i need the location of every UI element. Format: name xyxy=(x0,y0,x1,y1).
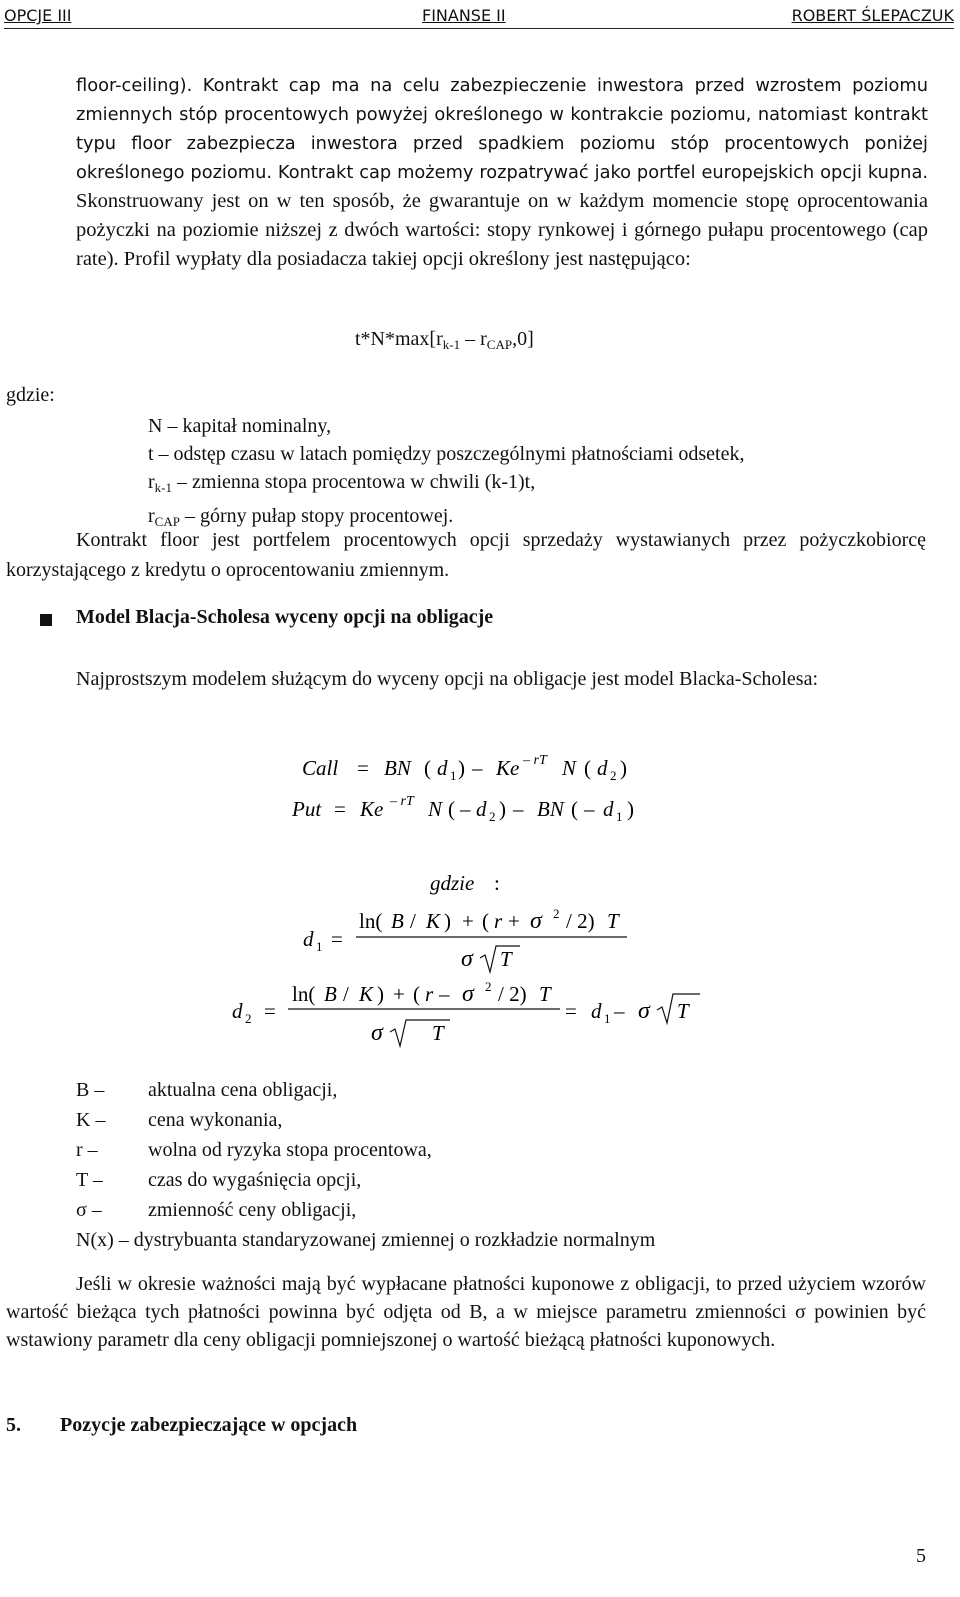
svg-text:ln(: ln( xyxy=(359,909,383,933)
legend-text: cena wykonania, xyxy=(148,1109,283,1131)
svg-text:1: 1 xyxy=(616,809,623,824)
def-rk-sub: k-1 xyxy=(154,480,173,495)
svg-text:): ) xyxy=(499,797,506,821)
where-label: gdzie: xyxy=(6,384,55,406)
svg-text:(: ( xyxy=(571,797,578,821)
call-formula xyxy=(302,753,627,783)
svg-text:–: – xyxy=(472,756,483,780)
svg-text:1: 1 xyxy=(604,1011,611,1026)
svg-text:r: r xyxy=(494,909,503,933)
def-rcap-text: – górny pułap stopy procentowej. xyxy=(179,505,454,527)
svg-text:r: r xyxy=(425,982,434,1006)
section-title: Pozycje zabezpieczające w opcjach xyxy=(60,1414,358,1436)
legend-text: aktualna cena obligacji, xyxy=(148,1079,338,1101)
svg-text:σ: σ xyxy=(461,946,473,972)
def-rk-text: – zmienna stopa procentowa w chwili (k-1)t, xyxy=(172,471,536,493)
svg-text:–: – xyxy=(513,797,524,821)
svg-text:Call: Call xyxy=(302,756,339,780)
svg-text:–: – xyxy=(439,982,450,1006)
definition-list xyxy=(148,412,745,536)
svg-text:/: / xyxy=(343,982,349,1006)
svg-text:=: = xyxy=(331,927,343,951)
legend-text: czas do wygaśnięcia opcji, xyxy=(148,1169,362,1191)
paragraph-coupons: Jeśli w okresie ważności mają być wypłacane płatności kuponowe z obligacji, to przed użyciem wzorów wartość bieżąca tych płatności powinna być odjęta od B, a w miejsce parametru zmienności σ powinien być wstawiony parametr dla ceny obligacji pomniejszonej o wartość bieżącą płatności kuponowych. xyxy=(6,1273,926,1351)
svg-text:N: N xyxy=(428,797,443,821)
formula-mid: – r xyxy=(460,328,487,350)
svg-text:d: d xyxy=(437,756,448,780)
svg-text:=: = xyxy=(264,999,276,1023)
definition-n: N – kapitał nominalny, xyxy=(148,415,332,437)
svg-text:ln(: ln( xyxy=(292,982,316,1006)
header-center: FINANSE II xyxy=(422,6,506,25)
header-left: OPCJE III xyxy=(4,6,72,25)
svg-text:T: T xyxy=(607,909,619,933)
paragraph-cap-floor-serif: Skonstruowany jest on w ten sposób, że gwarantuje on w każdym momencie stopę oprocentowania pożyczki na poziomie niższej z dwóch wartości: stopy rynkowej i górnego pułapu procentowego (cap rate). Profil wypłaty dla posiadacza takiej opcji określony jest następująco: xyxy=(76,190,928,270)
svg-text:T: T xyxy=(677,999,689,1023)
svg-text:): ) xyxy=(458,756,465,780)
svg-text:): ) xyxy=(377,982,384,1006)
svg-text:=: = xyxy=(565,999,577,1023)
svg-text:): ) xyxy=(444,909,451,933)
section-number: 5. xyxy=(6,1414,21,1436)
paragraph-floor xyxy=(6,525,926,585)
svg-text:d: d xyxy=(597,756,608,780)
legend-text: zmienność ceny obligacji, xyxy=(148,1199,357,1221)
svg-text:2: 2 xyxy=(485,979,492,994)
paragraph-cap-floor-sans: floor-ceiling). Kontrakt cap ma na celu zabezpieczenie inwestora przed wzrostem poziomu zmiennych stóp procentowych powyżej określonego w kontrakcie poziomu, natomiast kontrakt typu floor zabezpiecza inwestora przed spadkiem poziomu stóp procentowych poniżej określonego poziomu. Kontrakt cap możemy rozpatrywać jako portfel europejskich opcji kupna. xyxy=(76,75,928,183)
svg-text:d: d xyxy=(591,999,602,1023)
paragraph-cap-floor xyxy=(76,71,928,274)
svg-text:–: – xyxy=(614,999,625,1023)
svg-text:d: d xyxy=(303,927,314,951)
def-rk-sym: r xyxy=(148,471,155,493)
svg-text:d: d xyxy=(232,999,243,1023)
paragraph-black-scholes: Najprostszym modelem służącym do wyceny opcji na obligacje jest model Blacka-Scholesa: xyxy=(76,668,819,690)
svg-text:=: = xyxy=(357,756,369,780)
svg-text:): ) xyxy=(627,797,634,821)
svg-text:–: – xyxy=(460,797,471,821)
svg-text:– rT: – rT xyxy=(390,794,414,809)
svg-text:(: ( xyxy=(424,756,431,780)
svg-text:BN: BN xyxy=(537,797,564,821)
def-rcap-sub: CAP xyxy=(154,514,180,529)
formula-sub-cap: CAP xyxy=(486,337,513,352)
svg-text:T: T xyxy=(500,947,512,971)
formula-prefix: t*N*max[r xyxy=(355,328,443,350)
svg-text:2: 2 xyxy=(489,809,496,824)
legend-nx-text: N(x) – dystrybuanta standaryzowanej zmiennej o rozkładzie normalnym xyxy=(76,1229,656,1251)
svg-text:=: = xyxy=(334,797,346,821)
legend-symbol: K – xyxy=(76,1109,106,1131)
svg-text:/: / xyxy=(410,909,416,933)
svg-text:σ: σ xyxy=(371,1020,383,1046)
svg-text:+: + xyxy=(393,982,405,1006)
svg-text:1: 1 xyxy=(450,768,457,783)
svg-text:): ) xyxy=(620,756,627,780)
svg-text:K: K xyxy=(426,909,441,933)
legend-symbol: σ – xyxy=(76,1199,102,1221)
definition-t: t – odstęp czasu w latach pomiędzy poszczególnymi płatnościami odsetek, xyxy=(148,443,745,465)
svg-text:σ: σ xyxy=(638,998,650,1024)
svg-text:K: K xyxy=(359,982,374,1006)
d1-formula xyxy=(303,906,627,972)
svg-text:σ: σ xyxy=(530,908,542,934)
gdzie-formula-label: gdzie xyxy=(430,871,475,895)
d2-formula xyxy=(232,979,700,1046)
formula-sub-k1: k-1 xyxy=(442,337,461,352)
svg-text:N: N xyxy=(562,756,577,780)
svg-text:(: ( xyxy=(482,909,489,933)
svg-text:Put: Put xyxy=(292,797,322,821)
svg-text:– rT: – rT xyxy=(523,753,547,768)
svg-text:σ: σ xyxy=(462,981,474,1007)
svg-text:B: B xyxy=(324,982,337,1006)
svg-text:+: + xyxy=(508,909,520,933)
svg-text:/ 2): / 2) xyxy=(566,909,595,933)
svg-text:d: d xyxy=(476,797,487,821)
svg-text:Ke: Ke xyxy=(360,797,384,821)
svg-text:(: ( xyxy=(448,797,455,821)
legend-symbol: T – xyxy=(76,1169,103,1191)
legend-symbol: r – xyxy=(76,1139,98,1161)
svg-text:B: B xyxy=(391,909,404,933)
legend-text: wolna od ryzyka stopa procentowa, xyxy=(148,1139,432,1161)
def-rcap-sym: r xyxy=(148,505,155,527)
svg-text:2: 2 xyxy=(553,906,560,921)
svg-text:1: 1 xyxy=(316,939,323,954)
svg-text:–: – xyxy=(584,797,595,821)
svg-text:(: ( xyxy=(584,756,591,780)
svg-text:/ 2): / 2) xyxy=(498,982,527,1006)
colon: : xyxy=(494,871,500,895)
formula-suffix: ,0] xyxy=(512,328,534,350)
black-scholes-formulas xyxy=(0,740,960,1070)
square-bullet-icon xyxy=(40,614,52,626)
svg-text:T: T xyxy=(432,1021,444,1045)
paragraph-floor-text: Kontrakt floor jest portfelem procentowych opcji sprzedaży wystawianych przez pożyczkobiorcę korzystającego z kredytu o oprocentowaniu zmiennym. xyxy=(6,529,926,581)
cap-payoff-formula xyxy=(355,328,534,353)
page-header xyxy=(4,4,954,29)
svg-text:+: + xyxy=(462,909,474,933)
svg-text:d: d xyxy=(603,797,614,821)
definition-rk xyxy=(148,468,745,502)
legend-symbol: B – xyxy=(76,1079,105,1101)
svg-text:T: T xyxy=(539,982,551,1006)
svg-text:Ke: Ke xyxy=(496,756,520,780)
page-number: 5 xyxy=(916,1545,926,1567)
svg-text:2: 2 xyxy=(245,1011,252,1026)
header-right: ROBERT ŚLEPACZUK xyxy=(791,6,954,25)
svg-text:BN: BN xyxy=(384,756,411,780)
svg-text:(: ( xyxy=(413,982,420,1006)
heading-model: Model Blacja-Scholesa wyceny opcji na obligacje xyxy=(76,606,494,628)
svg-text:2: 2 xyxy=(610,768,617,783)
put-formula xyxy=(291,794,634,824)
